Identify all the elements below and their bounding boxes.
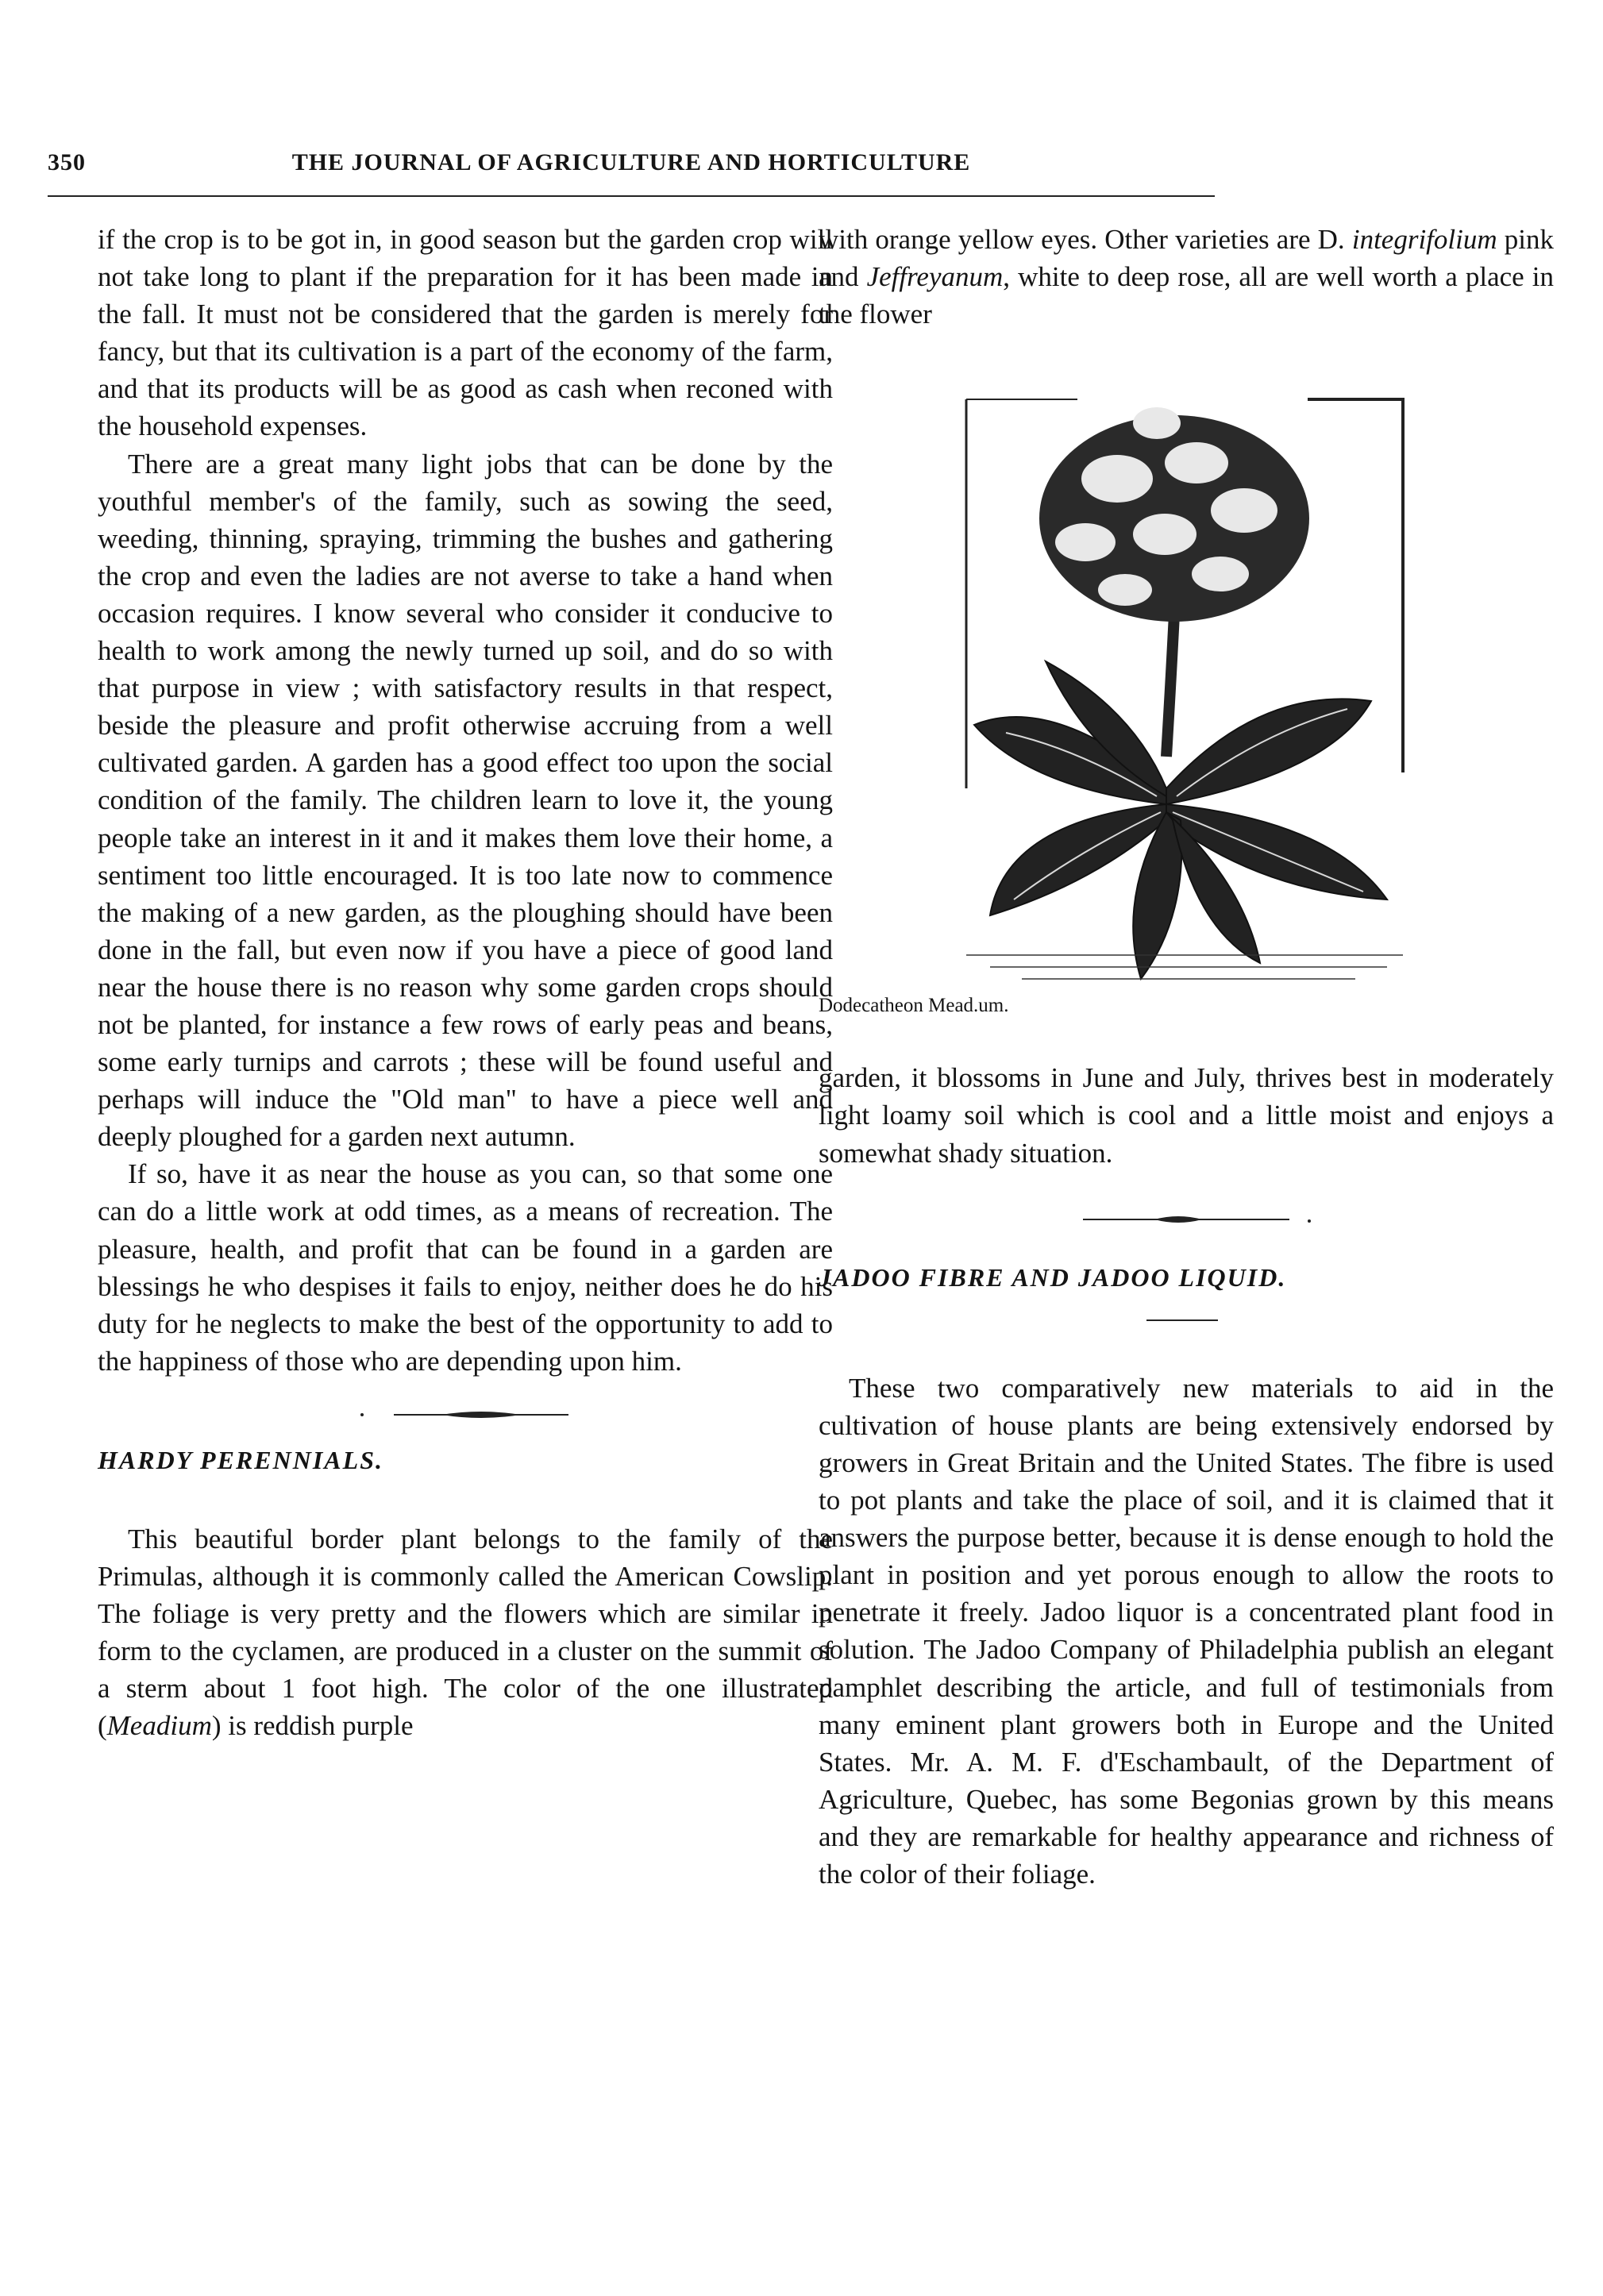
page-number: 350 — [48, 149, 86, 175]
paragraph: if the crop is to be got in, in good season but the garden crop will not take long to plant if the preparation for it has been made in the fall. It must not be considered that the garden is merely for fancy, but that its cultivation is a part of the economy of the farm, and that its products will be as good as cash when reconed with the household expenses. — [98, 224, 833, 442]
figure-caption: Dodecatheon Mead.um. — [819, 995, 1009, 1017]
section-divider-short-rule — [1107, 1312, 1266, 1328]
page-header — [48, 149, 1215, 181]
left-column — [98, 221, 833, 1745]
paragraph: garden, it blossoms in June and July, thrives best in moderately light loamy soil which is cool and a little moist and enjoys a somewhat shady situation. — [819, 1062, 1554, 1169]
paragraph: There are a great many light jobs that can be done by the youthful member's of the family, such as sowing the seed, weeding, thinning, spraying, trimming the bushes and gathering the crop and even the ladies are not averse to take a hand when occasion requires. I know several who consider it conducive to health to work among the newly turned up soil, and do so with that purpose in view ; with satisfactory results in that respect, beside the pleasure and profit otherwise accruing from a well cultivated garden. A garden has a good effect too upon the social condition of the family. The children learn to love it, the young people take an interest in it and it makes them love their home, a sentiment too little encouraged. It is too late now to commence the making of a new garden, as the ploughing should have been done in the fall, but even now if you have a piece of good land near the house there is no reason why some garden crops should not be planted, for instance a few rows of early peas and beans, some early turnips and carrots ; these will be found useful and perhaps will induce the "Old man" to have a piece well and deeply ploughed for a garden next autumn. — [98, 448, 833, 1153]
running-title: THE JOURNAL OF AGRICULTURE AND HORTICULTURE — [291, 149, 971, 175]
paragraph: This beautiful border plant belongs to the family of the Primulas, although it is commonly called the American Cowslip. The foliage is very pretty and the flowers which are similar in form to the cyclamen, are produced in a cluster on the summit of a sterm about 1 foot high. The color of the one illustrated (Meadium) is reddish purple — [98, 1524, 833, 1742]
paragraph: with orange yellow eyes. Other varieties are D. integrifolium pink and Jeffreyanum, white to deep rose, all are well worth a place in the flower — [819, 224, 1554, 330]
paragraph: These two comparatively new materials to aid in the cultivation of house plants are being extensively endorsed by growers in Great Britain and the United States. The fibre is used to pot plants and take the place of soil, and it is claimed that it answers the purpose better, because it is dense enough to hold the plant in position and yet porous enough to allow the roots to penetrate it freely. Jadoo liquor is a concentrated plant food in solution. The Jadoo Company of Philadelphia publish an elegant pamphlet describing the article, and full of testimonials from many eminent plant growers both in Europe and the United States. Mr. A. M. F. d'Eschambault, of the Department of Agriculture, Quebec, has some Begonias grown by this means and they are remarkable for healthy appearance and richness of the color of their foliage. — [819, 1372, 1554, 1890]
section-title-jadoo: JADOO FIBRE AND JADOO LIQUID. — [819, 1262, 1287, 1292]
section-title-hardy-perennials: HARDY PERENNIALS. — [98, 1445, 383, 1474]
header-rule — [48, 195, 1215, 197]
figure-dodecatheon-illustration — [958, 376, 1414, 987]
right-column — [819, 221, 1554, 1893]
section-divider-ornament — [1051, 1204, 1321, 1235]
dodecatheon-engraving-image — [958, 376, 1414, 987]
paragraph: If so, have it as near the house as you can, so that some one can do a little work at odd times, as a means of recreation. The pleasure, health, and profit that can be found in a garden are blessings he who despises it fails to enjoy, neither does he do his duty for he neglects to make the best of the opportunity to add to the happiness of those who are depending upon him. — [98, 1158, 833, 1377]
section-divider-ornament — [346, 1399, 584, 1431]
